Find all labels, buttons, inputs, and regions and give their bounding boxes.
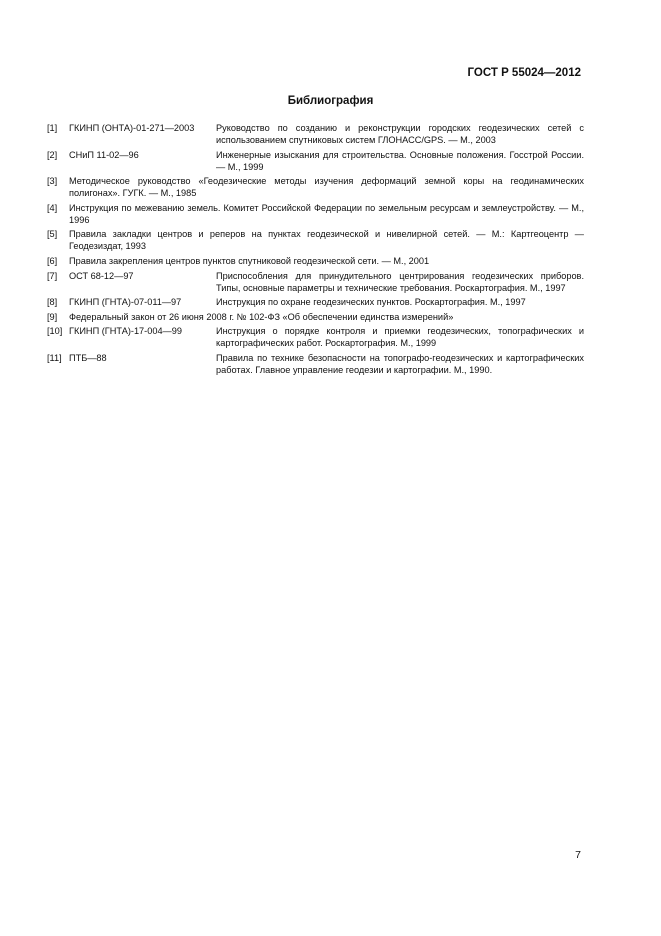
- bibliography-entry: [47, 202, 584, 226]
- bibliography-entry: [47, 255, 584, 267]
- bibliography-list: [47, 122, 584, 379]
- entry-text: Правила закладки центров и реперов на пунктах геодезической и нивелирной сетей. — М.: Картгеоцентр — Геодезиздат, 1993: [69, 229, 584, 252]
- entry-code: СНиП 11-02—96: [69, 149, 139, 160]
- entry-text: Инструкция по межеванию земель. Комитет Российской Федерации по земельным ресурсам и землеустройству. — М., 1996: [69, 202, 584, 225]
- entry-number: [5]: [47, 229, 58, 240]
- bibliography-entry: [47, 352, 584, 376]
- bibliography-entry: [47, 270, 584, 294]
- entry-number: [9]: [47, 311, 58, 322]
- entry-text: Методическое руководство «Геодезические методы изучения деформаций земной коры на геодинамических полигонах». ГУГК. — М., 1985: [69, 176, 584, 199]
- entry-number: [10]: [47, 326, 63, 337]
- bibliography-entry: [47, 228, 584, 252]
- entry-text: Руководство по созданию и реконструкции городских геодезических сетей с использованием спутниковых систем ГЛОНАСС/GPS. — М., 2003: [216, 123, 584, 145]
- entry-number: [2]: [47, 149, 58, 160]
- entry-text: Приспособления для принудительного центрирования геодезических приборов. Типы, основные параметры и технические требования. Роскартография. М., 1997: [216, 270, 584, 293]
- bibliography-entry: [47, 122, 584, 146]
- entry-number: [1]: [47, 123, 58, 133]
- entry-number: [6]: [47, 255, 58, 266]
- entry-code: ОСТ 68-12—97: [69, 270, 134, 281]
- entry-text: Инструкция по охране геодезических пунктов. Роскартография. М., 1997: [216, 297, 526, 308]
- entry-code: ГКИНП (ОНТА)-01-271—2003: [69, 123, 195, 133]
- entry-text: Инструкция о порядке контроля и приемки геодезических, топографических и картографических работ. Роскартография. М., 1999: [216, 326, 584, 349]
- bibliography-entry: [47, 296, 584, 308]
- document-code: ГОСТ Р 55024—2012: [467, 67, 581, 79]
- entry-text: Федеральный закон от 26 июня 2008 г. № 102-ФЗ «Об обеспечении единства измерений»: [69, 311, 454, 322]
- entry-number: [7]: [47, 270, 58, 281]
- entry-number: [4]: [47, 202, 58, 213]
- entry-number: [11]: [47, 352, 62, 363]
- entry-text: Правила закрепления центров пунктов спутниковой геодезической сети. — М., 2001: [69, 255, 430, 266]
- entry-number: [3]: [47, 176, 58, 187]
- bibliography-entry: [47, 325, 584, 349]
- entry-text: Правила по технике безопасности на топографо-геодезических и картографических работах. Главное управление геодезии и картографии. М., 1990.: [216, 352, 584, 375]
- entry-text: Инженерные изыскания для строительства. Основные положения. Госстрой России. — М., 1999: [216, 149, 584, 172]
- bibliography-entry: [47, 311, 584, 323]
- bibliography-entry: [47, 175, 584, 199]
- entry-code: ПТБ—88: [69, 352, 107, 363]
- page-title: Библиография: [287, 95, 374, 107]
- page-number: 7: [575, 849, 581, 861]
- entry-code: ГКИНП (ГНТА)-17-004—99: [69, 326, 182, 337]
- bibliography-entry: [47, 149, 584, 173]
- entry-code: ГКИНП (ГНТА)-07-011—97: [69, 297, 182, 308]
- entry-number: [8]: [47, 297, 58, 308]
